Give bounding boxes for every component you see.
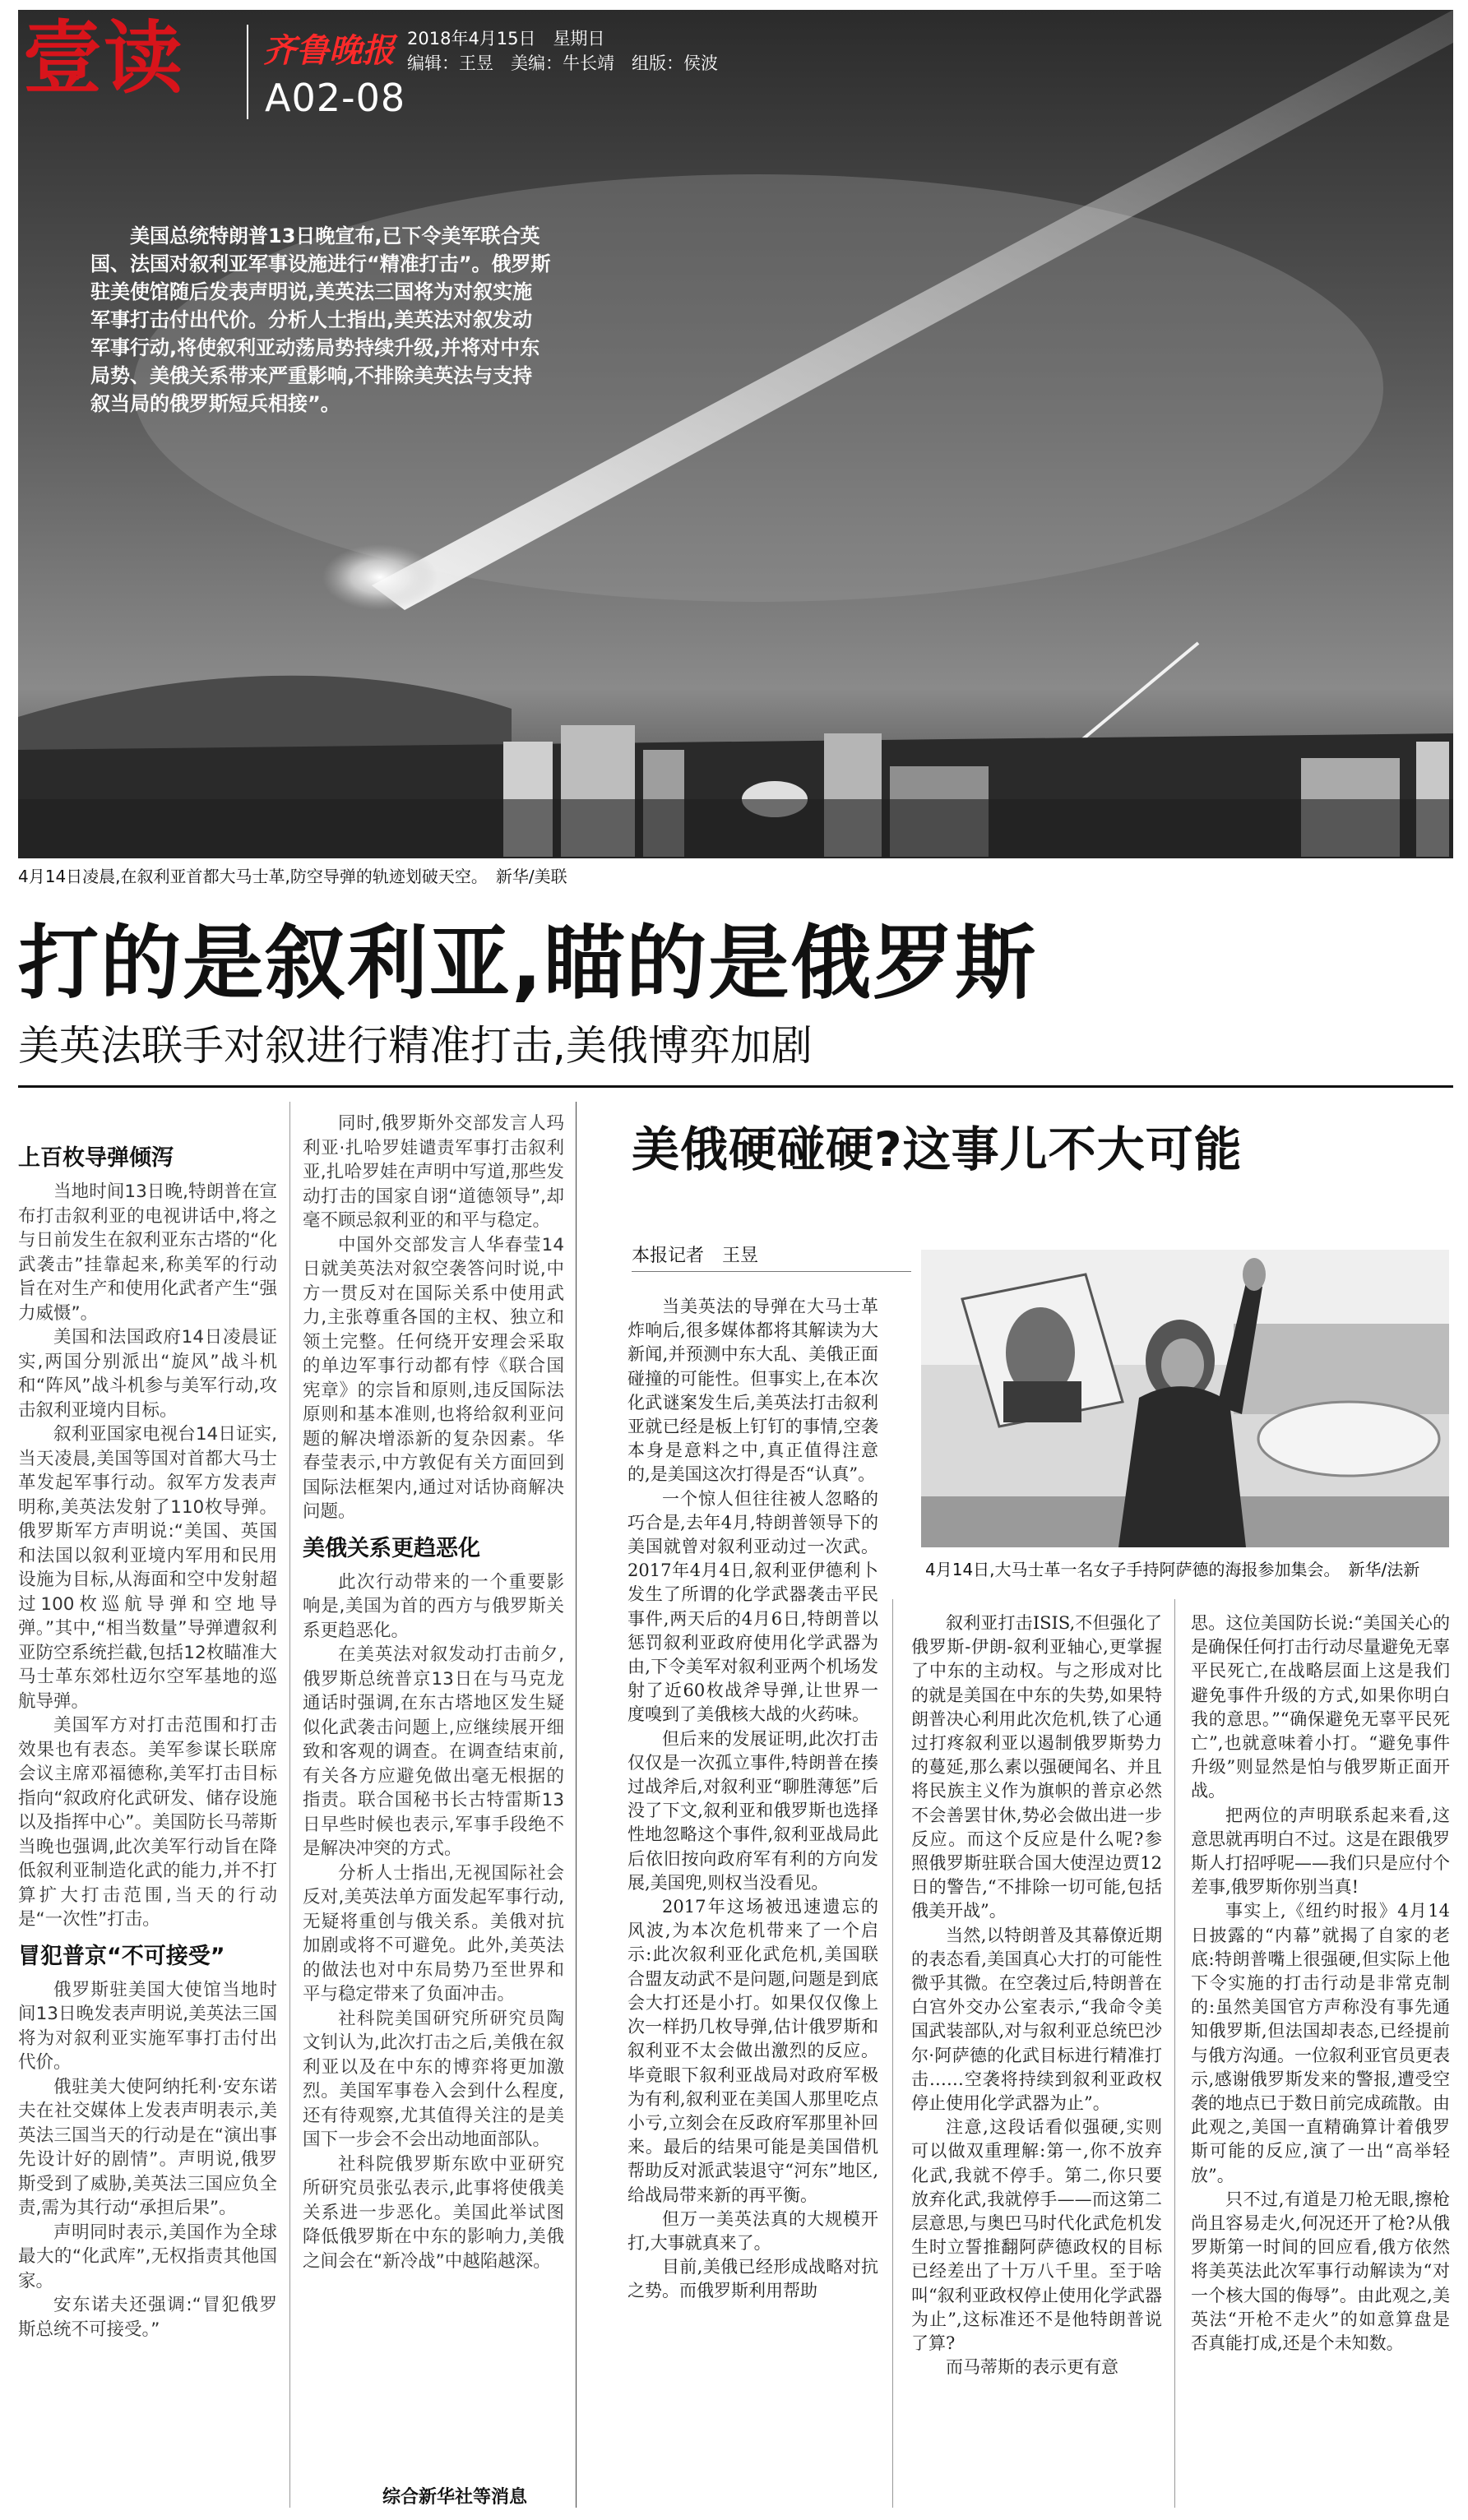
- column-rule: [289, 1102, 290, 2508]
- section-heading: 美俄关系更趋恶化: [303, 1535, 480, 1561]
- paragraph: 社科院俄罗斯东欧中亚研究所研究员张弘表示,此事将使俄美关系进一步恶化。美国此举试图降低俄罗斯在中东的影响力,美俄之间会在“新冷战”中越陷越深。: [303, 2153, 564, 2272]
- paragraph: 此次行动带来的一个重要影响是,美国为首的西方与俄罗斯关系更趋恶化。: [303, 1571, 564, 1641]
- paragraph: 社科院美国研究所研究员陶文钊认为,此次打击之后,美俄在叙利亚以及在中东的博弈将更加激烈。美国军事卷入会到什么程度,还有待观察,尤其值得关注的是美国下一步会不会出动地面部队。: [303, 2008, 564, 2150]
- section-brand: 壹读: [23, 12, 184, 104]
- paragraph: 2017年这场被迅速遗忘的风波,为本次危机带来了一个启示:此次叙利亚化武危机,美国联合盟友动武不是问题,问题是到底会大打还是小打。如果仅仅像上次一样扔几枚导弹,估计俄罗斯和叙利亚不太会做出激烈的反应。毕竟眼下叙利亚战局对政府军极为有利,叙利亚在美国人那里吃点小亏,立刻会在反政府军那里补回来。最后的结果可能是美国借机帮助反对派武装退守“河东”地区,给战局带来新的再平衡。: [627, 1897, 878, 2205]
- missile-sky-image: [18, 10, 1453, 858]
- paragraph: 中国外交部发言人华春莹14日就美英法对叙空袭答问时说,中方一贯反对在国际关系中使用武力,主张尊重各国的主权、独立和领土完整。任何绕开安理会采取的单边军事行动都有悖《联合国宪章》的宗旨和原则,违反国际法原则和基本准则,也将给叙利亚问题的解决增添新的复杂因素。华春莹表示,中方敦促有关方面回到国际法框架内,通过对话协商解决问题。: [303, 1234, 564, 1522]
- column-1: [18, 1139, 277, 2342]
- paragraph: 把两位的声明联系起来看,这意思就再明白不过。这是在跟俄罗斯人打招呼呢——我们只是应付个差事,俄罗斯你别当真!: [1191, 1805, 1450, 1898]
- paragraph: 叙利亚国家电视台14日证实,当天凌晨,美国等国对首都大马士革发起军事行动。叙军方发表声明称,美英法发射了110枚导弹。俄罗斯军方声明说:“美国、英国和法国以叙利亚境内军用和民用设施为目标,从海面和空中发射超过100枚巡航导弹和空地导弹。”其中,“相当数量”导弹遭叙利亚防空系统拦截,包括12枚瞄准大马士革东郊杜迈尔空军基地的巡航导弹。: [18, 1424, 277, 1712]
- sub-headline: 美英法联手对叙进行精准打击,美俄博弈加剧: [18, 1022, 813, 1070]
- section-heading: 上百枚导弹倾泻: [18, 1145, 174, 1171]
- masthead-divider: [247, 25, 248, 119]
- source-note: 综合新华社等消息: [382, 2487, 528, 2508]
- paragraph: 声明同时表示,美国作为全球最大的“化武库”,无权指责其他国家。: [18, 2222, 277, 2291]
- page-number: A02-08: [265, 76, 406, 120]
- paragraph: 思。这位美国防长说:“美国关心的是确保任何打击行动尽量避免无辜平民死亡,在战略层面上这是我们避免事件升级的方式,如果你明白我的意思。”“确保避免无辜平民死亡”,也就意味着小打。“避免事件升级”则显然是怕与俄罗斯正面开战。: [1191, 1613, 1450, 1801]
- paragraph: 而马蒂斯的表示更有意: [946, 2357, 1118, 2378]
- paragraph: 在美英法对叙发动打击前夕,俄罗斯总统普京13日在与马克龙通话时强调,在东古塔地区发生疑似化武袭击问题上,应继续展开细致和客观的调查。在调查结束前,有关各方应避免做出毫无根据的指责。联合国秘书长古特雷斯13日早些时候也表示,军事手段绝不是解决冲突的方式。: [303, 1644, 564, 1859]
- rally-woman-image: [921, 1250, 1449, 1547]
- editors-line: 编辑：王昱 美编：牛长靖 组版：侯波: [407, 53, 718, 73]
- paragraph: 俄罗斯驻美国大使馆当地时间13日晚发表声明说,美英法三国将为对叙利亚实施军事打击付出代价。: [18, 1979, 277, 2073]
- paragraph: 事实上,《纽约时报》4月14日披露的“内幕”就揭了自家的老底:特朗普嘴上很强硬,但实际上他下令实施的打击行动是非常克制的:虽然美国官方声称没有事先通知俄罗斯,但法国却表态,已经提前与俄方沟通。一位叙利亚官员更表示,感谢俄罗斯发来的警报,遭受空袭的地点已于数日前完成疏散。由此观之,美国一直精确算计着俄罗斯可能的反应,演了一出“高举轻放”。: [1191, 1901, 1450, 2185]
- main-headline: 打的是叙利亚,瞄的是俄罗斯: [18, 917, 1038, 1010]
- byline-rule: [632, 1271, 911, 1272]
- paragraph: 美国和法国政府14日凌晨证实,两国分别派出“旋风”战斗机和“阵风”战斗机参与美军行动,攻击叙利亚境内目标。: [18, 1327, 277, 1421]
- paragraph: 安东诺夫还强调:“冒犯俄罗斯总统不可接受。”: [18, 2295, 277, 2340]
- paragraph: 分析人士指出,无视国际社会反对,美英法单方面发起军事行动,无疑将重创与俄关系。美俄对抗加剧或将不可避免。此外,美英法的做法也对中东局势乃至世界和平与稳定带来了负面冲击。: [303, 1862, 564, 2004]
- paragraph: 但万一美英法真的大规模开打,大事就真来了。: [627, 2208, 878, 2253]
- story-separator: [576, 1102, 577, 2508]
- column-3: [627, 1295, 878, 2304]
- story-title: 美俄硬碰硬?这事儿不大可能: [632, 1121, 1243, 1177]
- paragraph: 同时,俄罗斯外交部发言人玛利亚·扎哈罗娃谴责军事打击叙利亚,扎哈罗娃在声明中写道,那些发动打击的国家自诩“道德领导”,却毫不顾忌叙利亚的和平与稳定。: [303, 1113, 564, 1231]
- column-5: [1191, 1611, 1450, 2356]
- column-rule: [1174, 1599, 1175, 2508]
- paragraph: 但后来的发展证明,此次打击仅仅是一次孤立事件,特朗普在揍过战斧后,对叙利亚“聊胜薄惩”后没了下文,叙利亚和俄罗斯也选择性地忽略这个事件,叙利亚战局此后依旧按向政府军有利的方向发展,美国兜,则权当没看见。: [627, 1728, 878, 1893]
- hero-photo: [18, 10, 1453, 858]
- column-4: [911, 1611, 1162, 2380]
- paragraph: 当美英法的导弹在大马士革炸响后,很多媒体都将其解读为大新闻,并预测中东大乱、美俄正面碰撞的可能性。但事实上,在本次化武谜案发生后,美英法打击叙利亚就已经是板上钉钉的事情,空袭本身是意料之中,真正值得注意的,是美国这次打得是否“认真”。: [627, 1297, 878, 1485]
- paper-name: 齐鲁晚报: [263, 31, 395, 70]
- paragraph: 只不过,有道是刀枪无眼,擦枪尚且容易走火,何况还开了枪?从俄罗斯第一时间的回应看,俄方依然将美英法此次军事行动解读为“对一个核大国的侮辱”。由此观之,美英法“开枪不走火”的如意算盘是否真能打成,还是个未知数。: [1191, 2189, 1450, 2354]
- paragraph: 当然,以特朗普及其幕僚近期的表态看,美国真心大打的可能性微乎其微。在空袭过后,特朗普在白宫外交办公室表示,“我命令美国武装部队,对与叙利亚总统巴沙尔·阿萨德的化武目标进行精准打击……空袭将持续到叙利亚政权停止使用化学武器为止”。: [911, 1925, 1162, 2114]
- column-2: [303, 1112, 564, 2273]
- paragraph: 俄驻美大使阿纳托利·安东诺夫在社交媒体上发表声明表示,美英法三国当天的行动是在“演出事先设计好的剧情”。声明说,俄罗斯受到了威胁,美英法三国应负全责,需为其行动“承担后果”。: [18, 2076, 277, 2218]
- rally-photo: [921, 1250, 1449, 1547]
- masthead-meta: [407, 26, 718, 76]
- headline-divider: [18, 1085, 1453, 1088]
- column-rule: [892, 1599, 893, 2508]
- date-line: 2018年4月15日 星期日: [407, 29, 605, 49]
- paragraph: 目前,美俄已经形成战略对抗之势。而俄罗斯利用帮助: [627, 2257, 878, 2301]
- paragraph: 一个惊人但往往被人忽略的巧合是,去年4月,特朗普领导下的美国就曾对叙利亚动过一次武。2017年4月4日,叙利亚伊德利卜发生了所谓的化学武器袭击平民事件,两天后的4月6日,特朗普以惩罚叙利亚政府使用化学武器为由,下令美军对叙利亚两个机场发射了近60枚战斧导弹,让世界一度嗅到了美俄核大战的火药味。: [627, 1488, 878, 1725]
- paragraph: 当地时间13日晚,特朗普在宣布打击叙利亚的电视讲话中,将之与日前发生在叙利亚东古塔的“化武袭击”挂靠起来,称美军的行动旨在对生产和使用化武者产生“强力威慑”。: [18, 1181, 277, 1324]
- section-heading: 冒犯普京“不可接受”: [18, 1943, 225, 1969]
- paragraph: 美国军方对打击范围和打击效果也有表态。美军参谋长联席会议主席邓福德称,美军打击目标指向“叙政府化武研发、储存设施以及指挥中心”。美国防长马蒂斯当晚也强调,此次美军行动旨在降低叙利亚制造化武的能力,并不打算扩大打击范围,当天的行动是“一次性”打击。: [18, 1715, 277, 1930]
- hero-caption: 4月14日凌晨,在叙利亚首都大马士革,防空导弹的轨迹划破天空。 新华/美联: [18, 867, 567, 886]
- lead-paragraph: 美国总统特朗普13日晚宣布,已下令美军联合英国、法国对叙利亚军事设施进行“精准打击”。俄罗斯驻美使馆随后发表声明说,美英法三国将为对叙实施军事打击付出代价。分析人士指出,美英法对叙发动军事行动,将使叙利亚动荡局势持续升级,并将对中东局势、美俄关系带来严重影响,不排除美英法与支持叙当局的俄罗斯短兵相接”。: [90, 224, 551, 415]
- byline: 本报记者 王昱: [632, 1246, 759, 1266]
- paragraph: 注意,这段话看似强硬,实则可以做双重理解:第一,你不放弃化武,我就不停手。第二,你只要放弃化武,我就停手——而这第二层意思,与奥巴马时代化武危机发生时立誓推翻阿萨德政权的目标已经差出了十万八千里。至于啥叫“叙利亚政权停止使用化学武器为止”,这标准还不是他特朗普说了算?: [911, 2117, 1162, 2354]
- photo-caption: 4月14日,大马士革一名女子手持阿萨德的海报参加集会。 新华/法新: [925, 1560, 1420, 1579]
- paragraph: 叙利亚打击ISIS,不但强化了俄罗斯-伊朗-叙利亚轴心,更掌握了中东的主动权。与之形成对比的就是美国在中东的失势,如果特朗普决心利用此次危机,铁了心通过打疼叙利亚以遏制俄罗斯势力的蔓延,那么素以强硬闻名、并且将民族主义作为旗帜的普京必然不会善罢甘休,势必会做出进一步反应。而这个反应是什么呢?参照俄罗斯驻联合国大使涅边贾12日的警告,“不排除一切可能,包括俄美开战”。: [911, 1613, 1162, 1921]
